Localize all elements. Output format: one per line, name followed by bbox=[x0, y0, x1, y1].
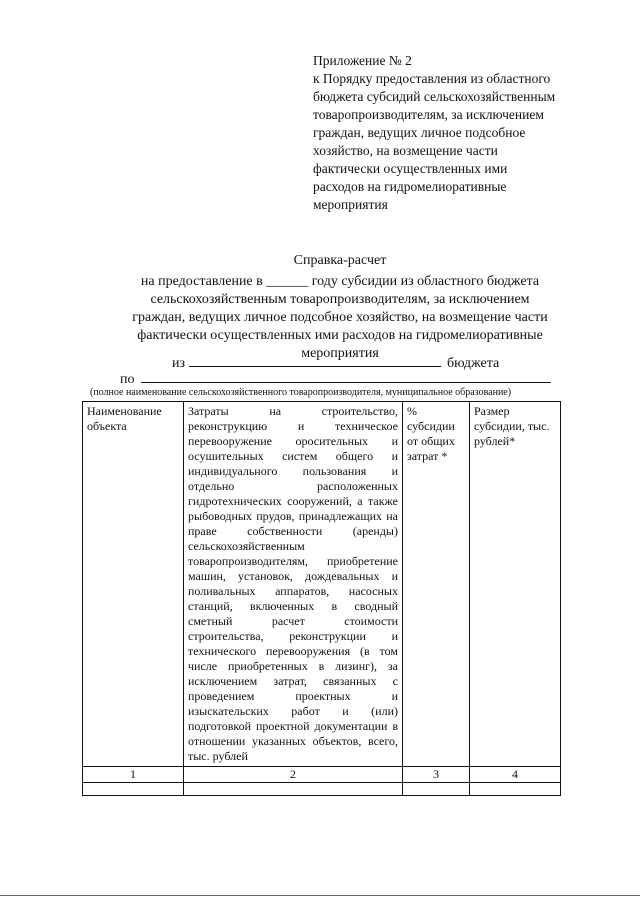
producer-line bbox=[120, 370, 551, 388]
appendix-line: Приложение № 2 bbox=[313, 53, 412, 68]
appendix-line: граждан, ведущих личное подсобное bbox=[313, 125, 526, 140]
heading-line: граждан, ведущих личное подсобное хозяйство, на возмещение части bbox=[132, 310, 548, 325]
producer-prefix: по bbox=[120, 372, 135, 387]
header-subsidy-amount: Размер субсидии, тыс. рублей* bbox=[470, 402, 561, 767]
table-row bbox=[83, 783, 561, 796]
column-number-row bbox=[83, 767, 561, 783]
table-cell[interactable] bbox=[83, 783, 184, 796]
page-bottom-rule bbox=[0, 895, 640, 896]
column-number: 4 bbox=[470, 767, 561, 783]
budget-suffix: бюджета bbox=[447, 356, 500, 371]
appendix-line: фактически осуществленных ими bbox=[313, 161, 508, 176]
appendix-line: расходов на гидромелиоративные bbox=[313, 179, 507, 194]
table-cell[interactable] bbox=[470, 783, 561, 796]
appendix-line: к Порядку предоставления из областного bbox=[313, 71, 551, 86]
column-number: 1 bbox=[83, 767, 184, 783]
producer-blank-field[interactable] bbox=[141, 370, 551, 383]
header-object-name: Наименование объекта bbox=[83, 402, 184, 767]
appendix-line: товаропроизводителям, за исключением bbox=[313, 107, 544, 122]
heading-line: сельскохозяйственным товаропроизводителям, за исключением bbox=[150, 292, 530, 307]
heading-line: мероприятия bbox=[301, 346, 379, 361]
calculation-table bbox=[82, 401, 561, 796]
table-cell[interactable] bbox=[403, 783, 470, 796]
appendix-line: бюджета субсидий сельскохозяйственным bbox=[313, 89, 556, 104]
header-costs: Затраты на строительство, реконструкцию и техническое перевооружение оросительных и осушительных систем общего и индивидуального пользования и отдельно расположенных гидротехнических сооружений, а также рыбоводных прудов, принадлежащих на праве собственности (аренды) сельскохозяйственным товаропроизводителям, приобретение машин, установок, дождевальных и поливальных аппаратов, насосных станций, включенных в сводный сметный расчет стоимости строительства, реконструкции и технического перевооружения (в том числе приобретенных в лизинг), за исключением затрат, связанных с проведением проектных и изыскательских работ и (или) подготовкой проектной документации в отношении указанных объектов, всего, тыс. рублей bbox=[184, 402, 403, 767]
column-number: 3 bbox=[403, 767, 470, 783]
heading-line: на предоставление в ______ году субсидии из областного бюджета bbox=[140, 274, 540, 289]
producer-hint: (полное наименование сельскохозяйственного товаропроизводителя, муниципальное образование) bbox=[90, 387, 512, 398]
budget-prefix: из bbox=[172, 356, 186, 371]
document-title: Справка-расчет bbox=[293, 253, 387, 268]
table-cell[interactable] bbox=[184, 783, 403, 796]
document-heading bbox=[110, 252, 570, 363]
heading-line: фактически осуществленных ими расходов на гидромелиоративные bbox=[137, 328, 543, 343]
column-number: 2 bbox=[184, 767, 403, 783]
appendix-line: хозяйство, на возмещение части bbox=[313, 143, 498, 158]
header-subsidy-percent: % субсидии от общих затрат * bbox=[403, 402, 470, 767]
budget-blank-field[interactable] bbox=[189, 354, 441, 367]
appendix-header bbox=[313, 52, 603, 214]
table-header-row bbox=[83, 402, 561, 767]
appendix-line: мероприятия bbox=[313, 197, 388, 212]
